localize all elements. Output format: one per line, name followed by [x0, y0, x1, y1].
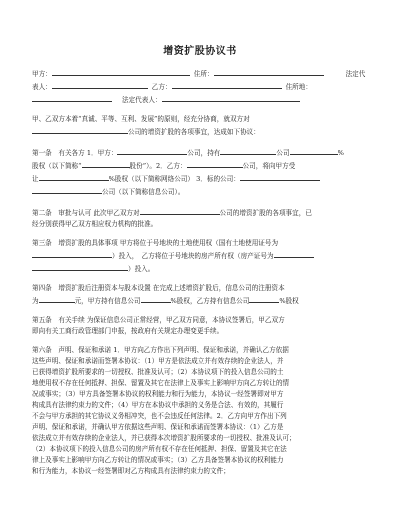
party-a-address-label: 住所：	[193, 70, 214, 78]
article-6-line-10	[32, 444, 368, 455]
article-6-text: 和行为能力，本协议一经签署即对乙方构成具有法律约束力的文件；	[32, 467, 230, 475]
article-5-line-2	[32, 326, 368, 337]
article-3-heading: 第三条 增资扩股的具体事项 甲方将位于号地块的土地使用权（国有土地使用证号为	[32, 239, 279, 247]
article-2-line-2	[32, 219, 368, 230]
party-a-label: 甲方：	[32, 70, 52, 78]
intro-text-1: 甲、乙双方本着“真诚、平等、互利、发展”的原则，经充分协商，就双方对	[32, 115, 250, 123]
blank	[274, 249, 314, 258]
article-4-line-2	[32, 294, 368, 307]
article-2-text: 公司的增资扩股的各项事宜，已	[219, 209, 312, 217]
company-name-blank	[32, 125, 128, 134]
article-6-text: 这些声明、保证和承诺而签署本协议：（1）甲方是依法成立并有效存续的企业法人，并	[32, 357, 284, 365]
article-5-line-1	[32, 315, 368, 326]
article-1-line-4	[32, 185, 368, 198]
party-b-legal-rep-label: 法定代表人：	[122, 96, 162, 104]
article-5-heading: 第五条 有关手续 为保证信息公司正常经营，甲乙双方同意，本协议签署后，甲乙双方	[32, 316, 285, 324]
party-b-name-blank	[172, 80, 282, 89]
article-2-text: 经分别获得甲乙双方相应权力机构的批准。	[32, 220, 158, 228]
blank	[141, 294, 171, 303]
article-6-text: 地使用权不存在任何抵押、担保、留置及其它在法律上及事实上影响甲方向乙方转让的情	[32, 379, 290, 387]
article-1-text: 股权（以下简称“	[32, 162, 82, 170]
article-6-line-6	[32, 400, 368, 411]
party-b-address-label: 住所地：	[285, 83, 312, 91]
blank	[249, 294, 279, 303]
article-1-line-1	[32, 146, 368, 159]
article-4-text: %股权，乙方持有信息公司	[170, 297, 250, 305]
header-line-2	[32, 80, 368, 93]
article-6-heading: 第六条 声明、保证和承诺 1．甲方向乙方作出下列声明、保证和承诺，并确认乙方依据	[32, 346, 289, 354]
article-6-text: 况或事实；（3）甲方具备签署本协议的权利能力和行为能力，本协议一经签署即对甲方	[32, 390, 284, 398]
blank	[82, 159, 130, 168]
article-6-text: 已获得增资扩股所要求的一切授权、批准及认可；（2）本协议项下的投入信息公司的土	[32, 368, 284, 376]
article-4-text: 为	[32, 297, 39, 305]
article-1-text: 公司，持有	[187, 149, 221, 157]
blank	[290, 146, 338, 155]
header-line-3	[32, 93, 368, 106]
blank	[117, 146, 187, 155]
article-1-line-2	[32, 159, 368, 172]
article-6-text: 声明、保证和承诺，并确认甲方依据这些声明、保证和承诺而签署本协议：（1）乙方是	[32, 423, 284, 431]
blank	[32, 262, 128, 271]
intro-text-2: 公司的增资扩股的各项事宜，达成如下协议：	[128, 128, 260, 136]
party-b-address-blank	[32, 93, 112, 102]
blank	[240, 172, 320, 181]
legal-rep-label-start: 法定代	[345, 70, 366, 78]
article-3-line-2	[32, 249, 368, 262]
article-1-text: 公司	[276, 149, 290, 157]
article-1-text: 让	[32, 175, 39, 183]
article-1-text: 股份”）。2．乙方：	[129, 162, 187, 170]
article-3-text: ）投入。	[128, 265, 155, 273]
article-6-line-12	[32, 466, 368, 477]
article-6-text: （2）本协议项下的投入信息公司的房产所有权不存在任何抵押、担保、留置及其它在法	[32, 445, 287, 453]
party-b-label: 乙方：	[151, 83, 172, 91]
article-2-line-1	[32, 206, 368, 219]
article-1-heading: 第一条 有关各方 1．甲方：	[32, 149, 118, 157]
article-1-text: %股权（以下简称网络公司） 3．标的公司：	[108, 175, 240, 183]
article-6-text: 律上及事实上影响甲方向乙方转让的情况或事实；（3）乙方具备签署本协议的权利能力	[32, 456, 284, 464]
blank	[187, 159, 243, 168]
party-a-name-blank	[52, 67, 190, 76]
article-6-text: 不会与甲方承担的其它协议义务相冲突，也不会违反任何法律。2．乙方向甲方作出下列	[32, 412, 287, 420]
article-1-text: 公司（以下简称信息公司）。	[102, 188, 185, 196]
article-6-text: 依法成立并有效存续的企业法人，并已获得本次增资扩股所要求的一切授权、批准及认可；	[32, 434, 296, 442]
article-4-line-1	[32, 283, 368, 294]
article-4-text: %股权	[279, 297, 299, 305]
article-6-line-8	[32, 422, 368, 433]
blank	[140, 206, 220, 215]
article-6-line-11	[32, 455, 368, 466]
article-1-line-3	[32, 172, 368, 185]
legal-rep-label-end: 表人：	[32, 83, 52, 91]
article-6-text: 构成具有法律约束力的文件；（4）甲方在本协议中承担的义务是合法、有效的，其履行	[32, 401, 284, 409]
article-6-line-1	[32, 345, 368, 356]
party-b-legal-rep-blank	[162, 93, 300, 102]
blank	[39, 294, 75, 303]
intro-line-1	[32, 114, 368, 125]
article-3-line-3	[32, 262, 368, 275]
article-3-text: ）投入， 乙方将位于号地块的房产所有权（房产证号为	[112, 252, 274, 260]
article-6-line-2	[32, 356, 368, 367]
document-title: 增资扩股协议书	[163, 46, 237, 57]
article-4-heading: 第四条 增资扩股后注册资本与股本设置 在完成上述增资扩股后，信息公司的注册资本	[32, 284, 285, 292]
article-1-text: %	[337, 149, 344, 157]
article-6-line-4	[32, 378, 368, 389]
article-3-line-1	[32, 238, 368, 249]
article-6-line-5	[32, 389, 368, 400]
blank	[32, 249, 112, 258]
article-1-text: 公司，将向甲方受	[242, 162, 296, 170]
header-line-1	[32, 67, 368, 80]
blank	[220, 146, 276, 155]
article-2-heading: 第二条 审批与认可 此次甲乙双方对	[32, 209, 140, 217]
article-6-line-7	[32, 411, 368, 422]
blank	[39, 172, 109, 181]
blank	[32, 185, 102, 194]
article-6-line-9	[32, 433, 368, 444]
party-a-legal-rep-blank	[52, 80, 148, 89]
article-5-text: 即向有关工商行政管理部门申报，按政府有关规定办理变更手续。	[32, 327, 224, 335]
party-a-address-blank	[214, 67, 324, 76]
article-6-line-3	[32, 367, 368, 378]
article-4-text: 元，甲方持有信息公司	[74, 297, 141, 305]
intro-line-2	[32, 125, 368, 138]
